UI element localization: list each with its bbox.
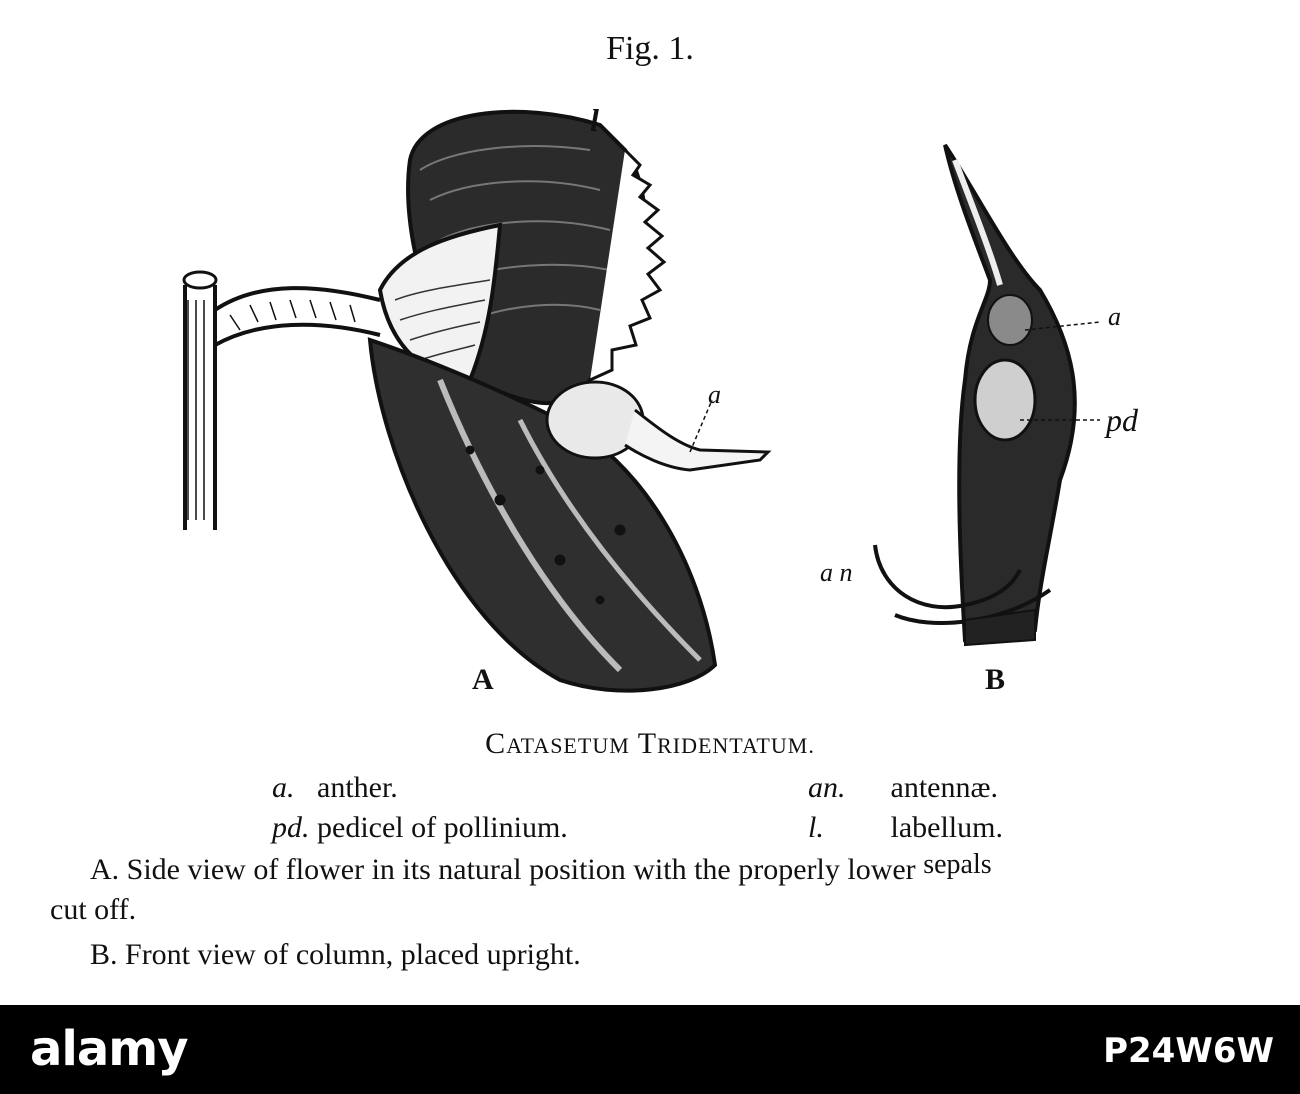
species-small-1: ATASETUM [506, 733, 630, 758]
label-A: A [472, 663, 494, 696]
legend-abbr: an. [808, 771, 846, 804]
legend-abbr: a. [272, 771, 295, 804]
caption-a-text: A. Side view of flower in its natural position with the properly lower [90, 853, 916, 886]
species-small-2: RIDENTATUM. [657, 733, 815, 758]
legend-item-labellum [808, 813, 1003, 843]
stock-image-id: P24W6W [1103, 1031, 1274, 1071]
species-name [0, 727, 1300, 761]
caption-a-sepals: sepals [923, 849, 992, 880]
species-cap-2: T [637, 727, 658, 760]
legend-text: antennæ. [890, 771, 998, 804]
legend-item-anther [272, 773, 398, 803]
stem [184, 272, 380, 530]
legend-abbr: pd. [272, 811, 310, 844]
caption-a-line1 [90, 849, 992, 888]
column-b [875, 145, 1100, 645]
label-B: B [985, 663, 1006, 696]
watermark-footer [0, 1005, 1300, 1094]
legend-item-antennae [808, 773, 998, 803]
label-l: l [590, 102, 599, 138]
figure-title: Fig. 1. [606, 30, 694, 67]
species-cap-1: C [485, 727, 507, 760]
legend-text: pedicel of pollinium. [317, 811, 568, 844]
alamy-logo: alamy [30, 1021, 188, 1077]
caption-a-line2: cut off. [50, 893, 137, 926]
label-an: a n [820, 558, 853, 587]
legend-item-pedicel [272, 813, 568, 843]
label-pd: pd [1106, 402, 1138, 438]
label-a-column: a [1108, 302, 1121, 331]
legend-text: anther. [317, 771, 398, 804]
legend-text: labellum. [890, 811, 1003, 844]
caption-b: B. Front view of column, placed upright. [90, 938, 581, 971]
legend-abbr: l. [808, 811, 824, 844]
label-a-flower: a [708, 380, 721, 409]
